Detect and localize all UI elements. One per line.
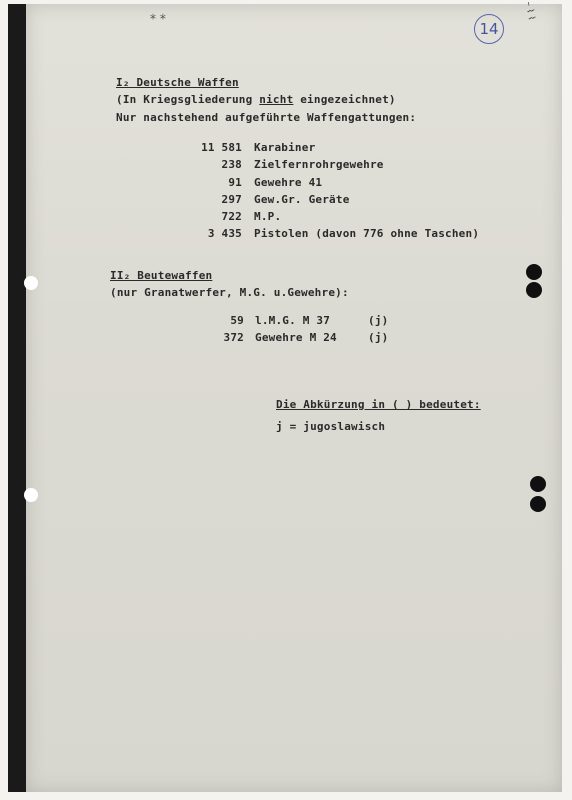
item-label: Zielfernrohrgewehre (254, 158, 384, 171)
punch-hole-left-bottom (24, 488, 38, 502)
item-label: l.M.G. M 37 (255, 314, 331, 327)
item-label: Pistolen (davon 776 ohne Taschen) (254, 227, 480, 240)
section1-note-pre: (In Kriegsgliederung (116, 93, 260, 106)
legend-entry: j = jugoslawisch (276, 420, 386, 433)
item-count: 297 (221, 193, 242, 206)
section1-note-underlined: nicht (259, 93, 294, 106)
punch-hole-left-top (24, 276, 38, 290)
item-code: (j) (368, 314, 389, 327)
item-count: 59 (230, 314, 244, 327)
section1-subheading: Nur nachstehend aufgeführte Waffengattungen: (116, 111, 417, 124)
corner-mark: – ⌇ ⌇ (522, 0, 537, 22)
punch-hole-right-2 (526, 282, 542, 298)
section1-heading: I₂ Deutsche Waffen (116, 76, 239, 89)
legend-heading: Die Abkürzung in ( ) bedeutet: (276, 398, 481, 411)
item-label: Gew.Gr. Geräte (254, 193, 350, 206)
scan-edge-strip (8, 4, 28, 792)
page-number-stamp: 14 (474, 14, 504, 44)
section1-note (116, 93, 396, 106)
item-count: 11 581 (201, 141, 242, 154)
punch-hole-right-4 (530, 496, 546, 512)
item-label: M.P. (254, 210, 282, 223)
item-count: 91 (228, 176, 242, 189)
top-marks: ⁎ ⁎ (150, 8, 166, 22)
section2-note: (nur Granatwerfer, M.G. u.Gewehre): (110, 286, 349, 299)
punch-hole-right-1 (526, 264, 542, 280)
item-count: 722 (221, 210, 242, 223)
item-label: Gewehre M 24 (255, 331, 337, 344)
item-label: Karabiner (254, 141, 316, 154)
item-count: 3 435 (207, 227, 242, 240)
section1-note-post: eingezeichnet) (293, 93, 396, 106)
item-count: 238 (221, 158, 242, 171)
item-code: (j) (368, 331, 389, 344)
item-label: Gewehre 41 (254, 176, 323, 189)
section2-heading: II₂ Beutewaffen (110, 269, 213, 282)
item-count: 372 (223, 331, 244, 344)
punch-hole-right-3 (530, 476, 546, 492)
